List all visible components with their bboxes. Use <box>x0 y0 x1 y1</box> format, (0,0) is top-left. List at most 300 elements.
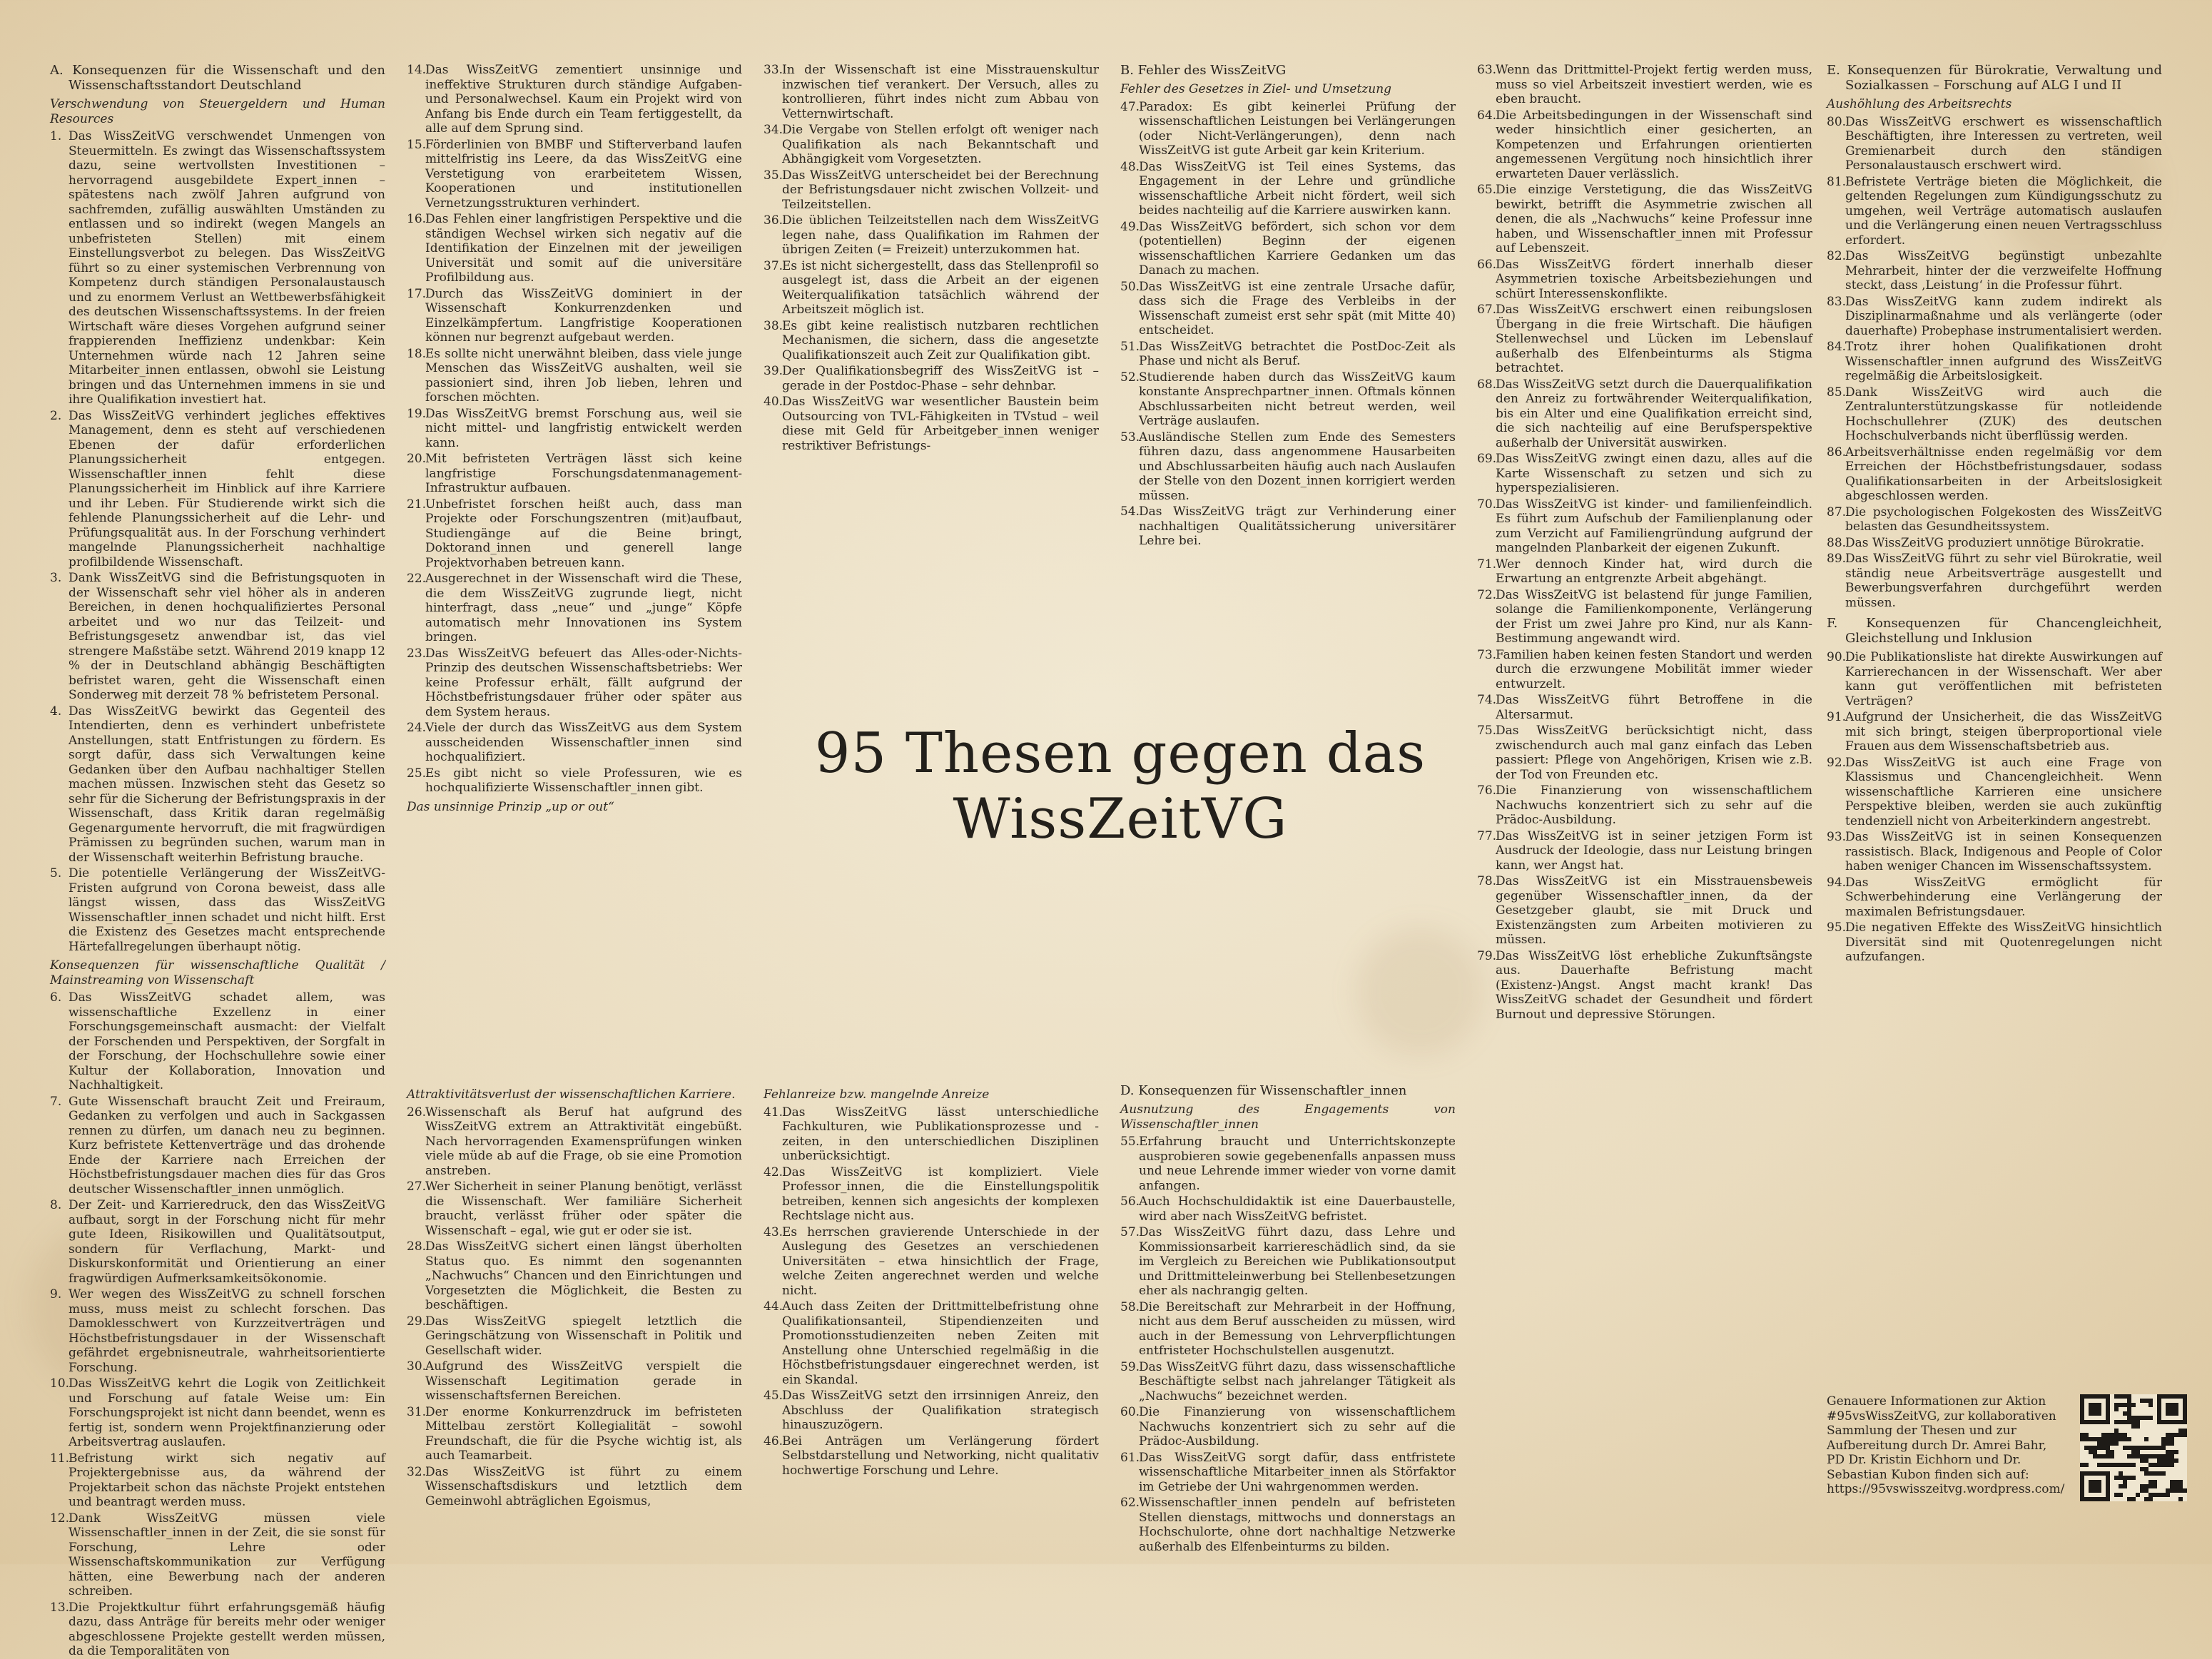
thesis-item <box>1477 258 1812 302</box>
thesis-number: 72. <box>1477 587 1497 602</box>
thesis-number: 8. <box>50 1198 62 1212</box>
thesis-number: 94. <box>1827 875 1847 890</box>
thesis-number: 88. <box>1827 535 1847 550</box>
thesis-number: 43. <box>763 1224 783 1239</box>
thesis-number: 67. <box>1477 303 1497 317</box>
thesis-text: Das WissZeitVG lässt unterschiedliche Fachkulturen, wie Publikationsprozesse und -zeiten, in den unterschiedlichen Disziplinen unberücksichtigt. <box>782 1105 1099 1163</box>
thesis-number: 73. <box>1477 647 1497 662</box>
thesis-number: 48. <box>1120 159 1140 174</box>
thesis-item <box>1477 693 1812 722</box>
thesis-number: 35. <box>763 168 783 183</box>
thesis-item <box>1827 175 2162 248</box>
thesis-number: 38. <box>763 318 783 333</box>
thesis-text: Familien haben keinen festen Standort und werden durch die erzwungene Mobilität immer wieder entwurzelt. <box>1496 647 1812 691</box>
thesis-text: Das WissZeitVG führt Betroffene in die Altersarmut. <box>1496 693 1812 722</box>
section-heading: E. Konsequenzen für Bürokratie, Verwaltung und Sozialkassen – Forschung auf ALG I und II <box>1827 63 2162 93</box>
thesis-item <box>763 259 1099 318</box>
thesis-number: 36. <box>763 213 783 228</box>
thesis-item <box>1477 183 1812 256</box>
thesis-item <box>1477 63 1812 107</box>
thesis-item <box>1120 1496 1456 1554</box>
thesis-text: Die üblichen Teilzeitstellen nach dem WissZeitVG legen nahe, dass Qualifikation im Rahmen der übrigen Zeiten (= Freizeit) unterzukommen hat. <box>782 213 1099 257</box>
thesis-item <box>407 1314 742 1359</box>
thesis-item <box>1477 949 1812 1023</box>
thesis-text: Es ist nicht sichergestellt, dass das Stellenprofil so ausgelegt ist, dass die Arbeit an der eigenen Weiterqualifikation tatsächlich während der Arbeitszeit möglich ist. <box>782 258 1099 317</box>
thesis-number: 15. <box>407 137 427 152</box>
thesis-text: Das WissZeitVG setzt den irrsinnigen Anreiz, den Abschluss der Qualifikation strategisch hinauszuzögern. <box>782 1389 1099 1432</box>
thesis-item <box>407 212 742 285</box>
thesis-item <box>1477 497 1812 556</box>
thesis-item <box>1477 108 1812 182</box>
thesis-text: Das WissZeitVG erschwert einen reibungslosen Übergang in die freie Wirtschaft. Die häufigen Stellenwechsel und Lücken im Lebenslauf außerhalb des Elfenbeinturms als Stigma betrachtet. <box>1496 303 1812 375</box>
theses-list <box>50 129 385 954</box>
section-heading: B. Fehler des WissZeitVG <box>1120 63 1287 78</box>
thesis-number: 80. <box>1827 114 1847 129</box>
thesis-item <box>407 138 742 211</box>
thesis-text: Mit befristeten Verträgen lässt sich keine langfristige Forschungsdatenmanagement-Infrastruktur aufbauen. <box>425 452 742 495</box>
thesis-text: Bei Anträgen um Verlängerung fördert Selbstdarstellung und Networking, nicht qualitativ hochwertige Forschung und Lehre. <box>782 1434 1099 1478</box>
thesis-text: Der Zeit- und Karrieredruck, den das WissZeitVG aufbaut, sorgt in der Forschung nicht für mehr gute Ideen, Risikowillen und Qualitätsoutput, sondern für Verflachung, Markt- und Diskurskonformität und Orientierung an einer fragwürdigen Aufmerksamkeitsökonomie. <box>69 1198 385 1286</box>
thesis-number: 86. <box>1827 445 1847 460</box>
thesis-number: 82. <box>1827 249 1847 263</box>
thesis-item <box>1120 1405 1456 1449</box>
thesis-text: Es gibt nicht so viele Professuren, wie es hochqualifizierte Wissenschaftler_innen gibt. <box>425 766 742 795</box>
thesis-number: 7. <box>50 1094 62 1109</box>
thesis-item <box>407 1359 742 1404</box>
thesis-number: 50. <box>1120 279 1140 294</box>
thesis-number: 66. <box>1477 257 1497 272</box>
thesis-number: 56. <box>1120 1194 1140 1209</box>
thesis-item <box>407 452 742 496</box>
thesis-text: Das WissZeitVG spiegelt letztlich die Geringschätzung von Wissenschaft in Politik und Gesellschaft wider. <box>425 1314 742 1358</box>
thesis-number: 91. <box>1827 710 1847 724</box>
theses-list <box>763 63 1099 453</box>
thesis-text: Paradox: Es gibt keinerlei Prüfung der wissenschaftlichen Leistungen bei Verlängerungen (oder Nicht-Verlängerungen), denn nach WissZeitVG ist gute Arbeit gar kein Kriterium. <box>1139 99 1456 158</box>
thesis-text: Wer wegen des WissZeitVG zu schnell forschen muss, muss meist zu schlecht forschen. Das Damoklesschwert von Kurzzeitverträgen und Höchstbefristungsdauer in der Wissenschaft gefährdet ergebnisneutrale, wahrheitsorientierte Forschung. <box>69 1287 385 1375</box>
thesis-text: Dank WissZeitVG müssen viele Wissenschaftler_innen in der Zeit, die sie sonst für Forschung, Lehre oder Wissenschaftskommunikation zur Verfügung hätten, eine Bewerbung nach der anderen schreiben. <box>69 1511 385 1598</box>
theses-list <box>763 1105 1099 1478</box>
thesis-number: 14. <box>407 63 427 77</box>
thesis-number: 20. <box>407 452 427 466</box>
thesis-text: Die potentielle Verlängerung der WissZeitVG-Fristen aufgrund von Corona beweist, dass alle längst wissen, dass das WissZeitVG Wissenschaftler_innen schadet und nicht hilft. Erst die Existenz des Gesetzes macht entsprechende Härtefallregelungen überhaupt nötig. <box>69 866 385 954</box>
thesis-number: 49. <box>1120 219 1140 234</box>
thesis-text: Das WissZeitVG ist kompliziert. Viele Professor_innen, die die Einstellungspolitik betreiben, kennen sich angesichts der komplexen Rechtslage nicht aus. <box>782 1165 1099 1223</box>
thesis-text: In der Wissenschaft ist eine Misstrauenskultur inzwischen tief verankert. Der Versuch, alles zu kontrollieren, führt indes nicht zum Abbau von Vetternwirtschaft. <box>782 63 1099 121</box>
thesis-text: Das WissZeitVG trägt zur Verhinderung einer nachhaltigen Qualitätssicherung universitärer Lehre bei. <box>1139 504 1456 548</box>
subsection-heading: Fehler des Gesetzes in Ziel- und Umsetzung <box>1120 82 1392 96</box>
thesis-item <box>763 1165 1099 1224</box>
theses-list <box>1827 115 2162 611</box>
thesis-item <box>407 287 742 345</box>
thesis-text: Das WissZeitVG befördert, sich schon vor dem (potentiellen) Beginn der eigenen wissenschaftlichen Karriere Gedanken um das Danach zu machen. <box>1139 219 1456 278</box>
thesis-number: 37. <box>763 258 783 273</box>
thesis-text: Die Publikationsliste hat direkte Auswirkungen auf Karrierechancen in der Wissenschaft. Wer aber kann gut veröffentlichen mit befristeten Verträgen? <box>1845 650 2162 709</box>
thesis-item <box>1477 588 1812 646</box>
thesis-text: Das WissZeitVG war wesentlicher Baustein beim Outsourcing von TVL-Fähigkeiten in TVstud – weil diese mit Geld für Arbeitgeber_innen weniger restriktiver Befristungs- <box>782 395 1099 453</box>
thesis-item <box>763 1299 1099 1387</box>
thesis-item <box>1827 445 2162 504</box>
thesis-number: 95. <box>1827 920 1847 935</box>
thesis-item <box>1827 249 2162 293</box>
thesis-text: Das WissZeitVG führt zu sehr viel Bürokratie, weil ständig neue Arbeitsverträge ausgestellt und Bewerbungsverfahren durchgeführt werden müssen. <box>1845 552 2162 610</box>
thesis-text: Ausländische Stellen zum Ende des Semesters führen dazu, dass angenommene Hausarbeiten und Abschlussarbeiten häufig auch nach Auslaufen der Stelle von den Dozent_innen korrigiert werden müssen. <box>1139 430 1456 503</box>
thesis-item <box>50 129 385 407</box>
thesis-number: 3. <box>50 571 62 585</box>
thesis-number: 69. <box>1477 452 1497 466</box>
thesis-item <box>407 721 742 765</box>
thesis-number: 11. <box>50 1451 70 1466</box>
thesis-item <box>1120 340 1456 369</box>
thesis-number: 24. <box>407 721 427 735</box>
thesis-number: 4. <box>50 704 62 719</box>
thesis-item <box>1120 1225 1456 1299</box>
thesis-item <box>1477 648 1812 692</box>
thesis-number: 33. <box>763 63 783 77</box>
thesis-number: 39. <box>763 364 783 378</box>
thesis-text: Wenn das Drittmittel-Projekt fertig werden muss, muss so viel Arbeitszeit investiert werden, wie es eben braucht. <box>1496 63 1812 106</box>
thesis-number: 2. <box>50 408 62 423</box>
thesis-item <box>763 395 1099 453</box>
thesis-text: Auch dass Zeiten der Drittmittelbefristung ohne Qualifikationsanteil, Stipendienzeiten und Promotionsstudienzeiten neben Zeiten mit Anstellung ohne Unterschied regelmäßig in die Höchstbefristungsdauer eingerechnet werden, ist ein Skandal. <box>782 1299 1099 1387</box>
thesis-text: Das WissZeitVG ist kinder- und familienfeindlich. Es führt zum Aufschub der Familienplanung oder zum Verzicht auf Familiengründung aufgrund der mangelnden Planbarkeit der eigenen Zukunft. <box>1496 497 1812 555</box>
thesis-item <box>50 1451 385 1510</box>
thesis-item <box>763 168 1099 213</box>
thesis-text: Das WissZeitVG ist eine zentrale Ursache dafür, dass sich die Frage des Verbleibs in der Wissenschaft zumeist erst sehr spät (mit Mitte 40) entscheidet. <box>1139 279 1456 338</box>
thesis-number: 10. <box>50 1376 70 1391</box>
thesis-text: Das WissZeitVG sichert einen längst überholten Status quo. Es nimmt den sogenannten „Nachwuchs“ Chancen und den Einrichtungen und Vorgesetzten die Möglichkeit, die Besten zu beschäftigen. <box>425 1239 742 1312</box>
thesis-number: 92. <box>1827 755 1847 770</box>
thesis-number: 52. <box>1120 370 1140 385</box>
thesis-text: Es herrschen gravierende Unterschiede in der Auslegung des Gesetzes an verschiedenen Universitäten – etwa hinsichtlich der Frage, welche Zeiten angerechnet werden und welche nicht. <box>782 1224 1099 1298</box>
thesis-item <box>50 1095 385 1197</box>
theses-list <box>1120 1135 1456 1554</box>
thesis-item <box>1477 783 1812 828</box>
thesis-text: Aufgrund des WissZeitVG verspielt die Wissenschaft Legitimation gerade in wissenschaftsfernen Bereichen. <box>425 1359 742 1403</box>
thesis-number: 19. <box>407 406 427 421</box>
thesis-item <box>1120 100 1456 158</box>
thesis-text: Das WissZeitVG betrachtet die PostDoc-Zeit als Phase und nicht als Beruf. <box>1139 339 1456 368</box>
thesis-text: Das WissZeitVG ist führt zu einem Wissenschaftsdiskurs und letztlich dem Gemeinwohl abträglichen Egoismus, <box>425 1464 742 1508</box>
thesis-item <box>1120 1135 1456 1193</box>
section-heading: F. Konsequenzen für Chancengleichheit, Gleichstellung und Inklusion <box>1827 616 2162 646</box>
thesis-item <box>1477 724 1812 782</box>
thesis-number: 26. <box>407 1105 427 1120</box>
thesis-item <box>407 1465 742 1509</box>
thesis-item <box>1477 829 1812 873</box>
thesis-item <box>407 572 742 645</box>
subsection-heading: Fehlanreize bzw. mangelnde Anreize <box>763 1087 990 1102</box>
thesis-number: 22. <box>407 572 427 586</box>
thesis-item <box>1827 756 2162 829</box>
thesis-text: Die Finanzierung von wissenschaftlichem Nachwuchs konzentriert sich zu sehr auf die Prädoc-Ausbildung. <box>1139 1405 1456 1449</box>
column-4-lower <box>1120 1083 1456 1554</box>
subsection-heading: Das unsinnige Prinzip „up or out“ <box>407 799 614 814</box>
thesis-text: Der enorme Konkurrenzdruck im befristeten Mittelbau zerstört Kollegialität – sowohl Freundschaft, die für die Psyche wichtig ist, als auch Teamarbeit. <box>425 1404 742 1463</box>
thesis-item <box>1827 340 2162 384</box>
thesis-number: 53. <box>1120 430 1140 445</box>
thesis-number: 85. <box>1827 385 1847 400</box>
thesis-item <box>763 1434 1099 1478</box>
thesis-text: Die Finanzierung von wissenschaftlichem Nachwuchs konzentriert sich zu sehr auf die Prädoc-Ausbildung. <box>1496 783 1812 827</box>
thesis-text: Das WissZeitVG unterscheidet bei der Berechnung der Befristungsdauer nicht zwischen Vollzeit- und Teilzeitstellen. <box>782 168 1099 212</box>
thesis-text: Das WissZeitVG begünstigt unbezahlte Mehrarbeit, hinter der die verzweifelte Hoffnung steckt, dass ‚Leistung‘ in die Professur führt. <box>1845 249 2162 293</box>
thesis-item <box>407 1179 742 1238</box>
thesis-text: Das WissZeitVG ist in seinen Konsequenzen rassistisch. Black, Indigenous and People of Color haben weniger Chancen im Wissenschaftssystem. <box>1845 830 2162 873</box>
thesis-number: 59. <box>1120 1359 1140 1374</box>
column-6 <box>1827 63 2162 1326</box>
thesis-item <box>50 409 385 570</box>
thesis-number: 18. <box>407 346 427 361</box>
thesis-number: 13. <box>50 1600 70 1615</box>
thesis-number: 74. <box>1477 693 1497 707</box>
thesis-text: Das WissZeitVG bewirkt das Gegenteil des Intendierten, denn es verhindert unbefristete Anstellungen, statt Entfristungen zu fördern. Es sorgt dafür, dass sich Verwaltungen keine Gedanken über den Aufbau nachhaltiger Stellen machen müssen. Inzwischen steht das Gesetz so sehr für die Sicherung der Befristungspraxis in der Wissenschaft, dass Kritik daran regelmäßig Gegenargumente hervorruft, die mit fragwürdigen Prämissen zu begründen suchen, warum man in der Wissenschaft weiterhin Befristung brauche. <box>69 704 385 865</box>
thesis-number: 40. <box>763 395 783 409</box>
thesis-number: 9. <box>50 1287 62 1302</box>
thesis-number: 12. <box>50 1511 70 1526</box>
thesis-text: Es sollte nicht unerwähnt bleiben, dass viele junge Menschen das WissZeitVG aushalten, weil sie passioniert sind, ihren Job lieben, lehren und forschen möchten. <box>425 346 742 405</box>
thesis-item <box>1827 710 2162 754</box>
thesis-text: Das WissZeitVG ist belastend für junge Familien, solange die Familienkomponente, Verlängerung der Frist um zwei Jahre pro Kind, nur als Kann-Bestimmung angewandt wird. <box>1496 587 1812 646</box>
thesis-item <box>50 866 385 954</box>
thesis-item <box>407 497 742 571</box>
thesis-item <box>763 213 1099 258</box>
thesis-text: Die Bereitschaft zur Mehrarbeit in der Hoffnung, nicht aus dem Beruf ausscheiden zu müssen, wird auch in der Bemessung von Lehrverpflichtungen entfristeter Hochschulstellen ausgenutzt. <box>1139 1299 1456 1358</box>
thesis-item <box>763 63 1099 121</box>
column-2-lower <box>407 1083 742 1547</box>
thesis-text: Ausgerechnet in der Wissenschaft wird die These, die dem WissZeitVG zugrunde liegt, nicht hinterfragt, dass „neue“ und „junge“ Köpfe automatisch mehr Innovationen ins System bringen. <box>425 572 742 644</box>
thesis-number: 44. <box>763 1299 783 1314</box>
column-3-lower <box>763 1083 1099 1547</box>
thesis-text: Das WissZeitVG verschwendet Unmengen von Steuermitteln. Es zwingt das Wissenschaftssystem dazu, seine wertvollsten Investitionen – hervorragend ausgebildete Expert_innen – spätestens nach zwölf Jahren aufgrund von sachfremden, zufällig auswählten Umständen zu entlassen und so indirekt (wegen Mangels an unbefristeten Stellen) mit einem Einstellungsverbot zu belegen. Das WissZeitVG führt so zu einer systemischen Verbrennung von Kompetenz durch ständigen Personalaustausch und zu enormem Verlust an Wettbewerbsfähigkeit des deutschen Wissenschaftssystems. In der freien Wirtschaft wäre dieses Vorgehen aufgrund seiner frappierenden Ineffizienz undenkbar: Kein Unternehmen würde nach 12 Jahren seine Mitarbeiter_innen entlassen, obwohl sie Leistung bringen und das Unternehmen immens in sie und ihre Qualifikation investiert hat. <box>69 129 385 407</box>
column-3 <box>763 63 1099 726</box>
thesis-item <box>1120 1194 1456 1224</box>
thesis-item <box>1477 874 1812 948</box>
thesis-item <box>1827 876 2162 920</box>
thesis-item <box>1827 650 2162 709</box>
thesis-text: Das Fehlen einer langfristigen Perspektive und die ständigen Wechsel wirken sich negativ auf die Identifikation der Einzelnen mit der jeweiligen Universität und somit auf die universitäre Profilbildung aus. <box>425 212 742 285</box>
thesis-number: 5. <box>50 866 62 881</box>
thesis-number: 28. <box>407 1239 427 1254</box>
thesis-text: Wissenschaftler_innen pendeln auf befristeten Stellen dienstags, mittwochs und donnerstags an Hochschulorte, ohne dort nachhaltige Netzwerke außerhalb des Elfenbeinturms zu bilden. <box>1139 1496 1456 1554</box>
thesis-item <box>763 1225 1099 1299</box>
thesis-item <box>50 1376 385 1450</box>
thesis-text: Trotz ihrer hohen Qualifikationen droht Wissenschaftler_innen aufgrund des WissZeitVG regelmäßig die Arbeitslosigkeit. <box>1845 340 2162 383</box>
thesis-item <box>1827 385 2162 444</box>
thesis-number: 71. <box>1477 557 1497 572</box>
thesis-number: 70. <box>1477 497 1497 512</box>
thesis-number: 51. <box>1120 339 1140 354</box>
section-heading: D. Konsequenzen für Wissenschaftler_innen <box>1120 1083 1407 1098</box>
thesis-text: Befristete Verträge bieten die Möglichkeit, die geltenden Regelungen zum Kündigungsschutz zu umgehen, weil Verträge automatisch auslaufen und die Verlängerung einen neuen Vertragsschluss erfordert. <box>1845 174 2162 248</box>
thesis-number: 81. <box>1827 174 1847 189</box>
thesis-number: 41. <box>763 1105 783 1120</box>
thesis-item <box>1827 830 2162 874</box>
thesis-item <box>407 63 742 136</box>
thesis-item <box>1120 1360 1456 1404</box>
theses-list <box>1827 650 2162 965</box>
thesis-number: 77. <box>1477 828 1497 843</box>
thesis-text: Die Projektkultur führt erfahrungsgemäß häufig dazu, dass Anträge für bereits mehr oder weniger abgeschlossene Projekte gestellt werden müssen, da die Temporalitäten von <box>69 1600 385 1658</box>
thesis-item <box>1120 280 1456 338</box>
thesis-text: Studierende haben durch das WissZeitVG kaum konstante Ansprechpartner_innen. Oftmals können Abschlussarbeiten nicht betreut werden, weil Verträge auslaufen. <box>1139 370 1456 428</box>
thesis-number: 32. <box>407 1464 427 1479</box>
thesis-item <box>407 347 742 405</box>
thesis-text: Die Vergabe von Stellen erfolgt oft weniger nach Qualifikation als nach Bekanntschaft und Abhängigkeit vom Vorgesetzten. <box>782 123 1099 166</box>
qr-code[interactable] <box>2080 1394 2187 1501</box>
thesis-text: Das WissZeitVG befeuert das Alles-oder-Nichts-Prinzip des deutschen Wissenschaftsbetriebs: Wer keine Professur erhält, fällt aufgrund der Höchstbefristungsdauer früher oder später aus dem System heraus. <box>425 646 742 719</box>
column-4 <box>1120 63 1456 726</box>
footer-info: Genauere Informationen zur Aktion #95vsWissZeitVG, zur kollaborativen Sammlung der Thesen und zur Aufbereitung durch Dr. Amrei Bahr, PD Dr. Kristin Eichhorn und Dr. Sebastian Kubon finden sich auf: https://95vswisszeitvg.wordpress.com/ <box>1827 1394 2065 1496</box>
thesis-item <box>50 1511 385 1599</box>
thesis-text: Das WissZeitVG setzt durch die Dauerqualifikation den Anreiz zu fortwährender Weiterqualifikation, bis ein Alter und eine Qualifikation erreicht sind, die sich nachteilig auf eine Berufsperspektive außerhalb der Universität auswirken. <box>1496 377 1812 450</box>
thesis-text: Förderlinien von BMBF und Stifterverband laufen mittelfristig ins Leere, da das WissZeitVG eine Verstetigung von erarbeitetem Wissen, Kooperationen und institutionellen Vernetzungsstrukturen verhindert. <box>425 137 742 210</box>
thesis-number: 30. <box>407 1359 427 1374</box>
thesis-item <box>50 571 385 703</box>
thesis-number: 89. <box>1827 552 1847 566</box>
thesis-number: 55. <box>1120 1135 1140 1149</box>
thesis-item <box>407 1239 742 1313</box>
thesis-item <box>1477 452 1812 496</box>
thesis-item <box>50 1198 385 1286</box>
thesis-number: 65. <box>1477 183 1497 197</box>
theses-list <box>50 990 385 1659</box>
thesis-item <box>763 364 1099 393</box>
thesis-item <box>763 319 1099 363</box>
thesis-number: 42. <box>763 1165 783 1179</box>
thesis-number: 84. <box>1827 340 1847 354</box>
thesis-item <box>1827 920 2162 965</box>
thesis-item <box>1120 370 1456 429</box>
column-1 <box>50 63 385 1658</box>
thesis-number: 34. <box>763 123 783 137</box>
thesis-number: 25. <box>407 766 427 781</box>
thesis-item <box>1477 377 1812 451</box>
thesis-item <box>1827 536 2162 551</box>
thesis-text: Das WissZeitVG löst erhebliche Zukunftsängste aus. Dauerhafte Befristung macht (Existenz-)Angst. Angst macht krank! Das WissZeitVG schadet der Gesundheit und fördert Burnout und depressive Störungen. <box>1496 948 1812 1022</box>
theses-list <box>1120 100 1456 549</box>
poster-title <box>813 721 1427 852</box>
thesis-item <box>1827 505 2162 534</box>
thesis-text: Der Qualifikationsbegriff des WissZeitVG ist – gerade in der Postdoc-Phase – sehr dehnbar. <box>782 364 1099 393</box>
thesis-text: Das WissZeitVG fördert innerhalb dieser Asymmetrien toxische Arbeitsbeziehungen und schürt Interessenskonflikte. <box>1496 257 1812 301</box>
thesis-number: 62. <box>1120 1496 1140 1510</box>
thesis-number: 87. <box>1827 504 1847 519</box>
subsection-heading: Aushöhlung des Arbeitsrechts <box>1827 97 2012 111</box>
thesis-number: 90. <box>1827 650 1847 664</box>
thesis-item <box>407 1405 742 1463</box>
thesis-item <box>1120 430 1456 504</box>
thesis-text: Wer Sicherheit in seiner Planung benötigt, verlässt die Wissenschaft. Wer familiäre Sicherheit braucht, verlässt früher oder später die Wissenschaft – egal, wie gut er oder sie ist. <box>425 1179 742 1238</box>
thesis-item <box>1477 557 1812 587</box>
thesis-text: Das WissZeitVG verhindert jegliches effektives Management, denn es steht auf verschiedenen Ebenen der dafür erforderlichen Planungssicherheit entgegen. Wissenschaftler_innen fehlt diese Planungssicherheit im Hinblick auf ihre Karriere und ihr Leben. Für Studierende wirkt sich die fehlende Planungssicherheit auf die Lehr- und Prüfungsqualität aus. In der Forschung verhindert mangelnde Planungssicherheit nachhaltige profilbildende Wissenschaft. <box>69 408 385 569</box>
thesis-text: Das WissZeitVG erschwert es wissenschaftlich Beschäftigten, ihre Interessen zu vertreten, weil Gremienarbeit durch den ständigen Personalaustausch erschwert wird. <box>1845 114 2162 173</box>
subsection-heading: Ausnutzung des Engagements von Wissenschaftler_innen <box>1120 1102 1456 1132</box>
thesis-number: 63. <box>1477 63 1497 77</box>
thesis-text: Das WissZeitVG kann zudem indirekt als Disziplinarmaßnahme und als verlängerte (oder dauerhafte) Probephase instrumentalisiert werden. <box>1845 294 2162 338</box>
thesis-number: 64. <box>1477 108 1497 123</box>
thesis-text: Gute Wissenschaft braucht Zeit und Freiraum, Gedanken zu verfolgen und auch in Sackgassen rennen zu dürfen, um danach neu zu beginnen. Kurz befristete Kettenverträge und das drohende Ende der Karriere nach Erreichen der Höchstbefristungsdauer machen dies für das Gros deutscher Wissenschaftler_innen unmöglich. <box>69 1094 385 1197</box>
column-5 <box>1477 63 1812 1533</box>
thesis-text: Arbeitsverhältnisse enden regelmäßig vor dem Erreichen der Höchstbefristungsdauer, sodass Qualifikationsarbeiten in der Arbeitslosigkeit abgeschlossen werden. <box>1845 445 2162 503</box>
thesis-number: 58. <box>1120 1299 1140 1314</box>
thesis-number: 78. <box>1477 874 1497 888</box>
theses-list <box>1477 63 1812 1022</box>
thesis-number: 75. <box>1477 724 1497 738</box>
thesis-item <box>50 704 385 866</box>
theses-list <box>407 63 742 796</box>
thesis-number: 6. <box>50 990 62 1005</box>
thesis-item <box>407 766 742 796</box>
thesis-item <box>50 1600 385 1659</box>
thesis-item <box>1477 303 1812 376</box>
thesis-number: 47. <box>1120 99 1140 114</box>
thesis-number: 57. <box>1120 1225 1140 1239</box>
thesis-number: 60. <box>1120 1405 1140 1419</box>
thesis-text: Die psychologischen Folgekosten des WissZeitVG belasten das Gesundheitssystem. <box>1845 504 2162 534</box>
thesis-number: 27. <box>407 1179 427 1194</box>
thesis-item <box>407 646 742 720</box>
thesis-text: Das WissZeitVG sorgt dafür, dass entfristete wissenschaftliche Mitarbeiter_innen als Störfaktor im Getriebe der Uni wahrgenommen werden. <box>1139 1450 1456 1494</box>
thesis-text: Die einzige Verstetigung, die das WissZeitVG bewirkt, betrifft die Asymmetrie zwischen all denen, die als „Nachwuchs“ keine Professur inne haben, und Wissenschaftler_innen mit Professur auf Lebenszeit. <box>1496 183 1812 255</box>
thesis-text: Das WissZeitVG kehrt die Logik von Zeitlichkeit und Forschung auf fatale Weise um: Ein Forschungsprojekt ist nicht dann beendet, wenn es fertig ist, sondern wenn Projektfinanzierung oder Arbeitsvertrag auslaufen. <box>69 1376 385 1449</box>
thesis-number: 16. <box>407 212 427 226</box>
thesis-number: 29. <box>407 1314 427 1329</box>
column-2 <box>407 63 742 814</box>
subsection-heading: Konsequenzen für wissenschaftliche Qualität / Mainstreaming von Wissenschaft <box>50 958 385 988</box>
title-line-1: 95 Thesen gegen das <box>814 721 1426 786</box>
thesis-text: Das WissZeitVG ist Teil eines Systems, das Engagement in der Lehre und gründliche wissenschaftliche Arbeit nicht fördert, weil sich beides nachteilig auf die Karriere auswirken kann. <box>1139 159 1456 218</box>
thesis-text: Auch Hochschuldidaktik ist eine Dauerbaustelle, wird aber nach WissZeitVG befristet. <box>1139 1194 1456 1224</box>
thesis-text: Das WissZeitVG bremst Forschung aus, weil sie nicht mittel- und langfristig entwickelt werden kann. <box>425 406 742 450</box>
thesis-item <box>1120 160 1456 218</box>
thesis-number: 31. <box>407 1404 427 1419</box>
thesis-text: Die Arbeitsbedingungen in der Wissenschaft sind weder hinsichtlich einer gesicherten, an Kompetenzen und Erfahrungen orientierten angemessenen Vergütung noch hinsichtlich ihrer erwarteten Dauer verlässlich. <box>1496 108 1812 181</box>
thesis-text: Unbefristet forschen heißt auch, dass man Projekte oder Forschungszentren (mit)aufbaut, Studiengänge auf die Beine bringt, Doktorand_innen und generell lange Projektvorhaben betreuen kann. <box>425 497 742 570</box>
thesis-number: 21. <box>407 497 427 512</box>
thesis-text: Viele der durch das WissZeitVG aus dem System ausscheidenden Wissenschaftler_innen sind hochqualifiziert. <box>425 721 742 764</box>
thesis-text: Die negativen Effekte des WissZeitVG hinsichtlich Diversität sind mit Quotenregelungen nicht aufzufangen. <box>1845 920 2162 964</box>
section-heading: A. Konsequenzen für die Wissenschaft und den Wissenschaftsstandort Deutschland <box>50 63 385 93</box>
thesis-text: Aufgrund der Unsicherheit, die das WissZeitVG mit sich bringt, steigen überproportional viele Frauen aus dem Wissenschaftsbetrieb aus. <box>1845 710 2162 754</box>
thesis-item <box>1827 552 2162 610</box>
thesis-text: Das WissZeitVG führt dazu, dass wissenschaftliche Beschäftigte selbst nach jahrelanger Tätigkeit als „Nachwuchs“ bezeichnet werden. <box>1139 1359 1456 1404</box>
thesis-item <box>1120 1451 1456 1495</box>
thesis-text: Das WissZeitVG ist in seiner jetzigen Form ist Ausdruck der Ideologie, dass nur Leistung bringen kann, wer Angst hat. <box>1496 828 1812 873</box>
thesis-item <box>1827 115 2162 173</box>
thesis-item <box>50 1287 385 1375</box>
thesis-text: Dank WissZeitVG sind die Befristungsquoten in der Wissenschaft sehr viel höher als in anderen Bereichen, in denen hochqualifiziertes Personal arbeitet und wo nur das Teilzeit- und Befristungsgesetz anwendbar ist, das viel strengere Maßstäbe setzt. Während 2019 knapp 12 % der in Deutschland abhängig Beschäftigten befristet waren, geht die Wissenschaft einen Sonderweg mit derzeit 78 % befristetem Personal. <box>69 571 385 702</box>
thesis-text: Erfahrung braucht und Unterrichtskonzepte ausprobieren sowie gegebenenfalls anpassen muss und neue Lehrende immer wieder von vorne damit anfangen. <box>1139 1135 1456 1193</box>
thesis-item <box>1827 295 2162 339</box>
thesis-item <box>50 990 385 1093</box>
theses-list <box>407 1105 742 1509</box>
thesis-number: 79. <box>1477 948 1497 963</box>
thesis-text: Das WissZeitVG berücksichtigt nicht, dass zwischendurch auch mal ganz einfach das Leben passiert: Pflege von Angehörigen, Krisen wie z.B. der Tod von Freunden etc. <box>1496 724 1812 782</box>
thesis-item <box>763 1389 1099 1433</box>
subsection-heading: Verschwendung von Steuergeldern und Human Resources <box>50 97 385 126</box>
thesis-number: 93. <box>1827 830 1847 844</box>
thesis-item <box>763 1105 1099 1164</box>
thesis-text: Das WissZeitVG schadet allem, was wissenschaftliche Exzellenz in einer Forschungsgemeinschaft ausmacht: der Vielfalt der Forschenden und Perspektiven, der Sorgfalt in der Forschung, der Hochschullehre sowie einer Kultur der Kollaboration, Innovation und Nachhaltigkeit. <box>69 990 385 1092</box>
thesis-item <box>1120 1300 1456 1359</box>
thesis-text: Durch das WissZeitVG dominiert in der Wissenschaft Konkurrenzdenken und Einzelkämpfertum. Langfristige Kooperationen können nur begrenzt aufgebaut werden. <box>425 286 742 345</box>
thesis-number: 61. <box>1120 1450 1140 1465</box>
thesis-number: 45. <box>763 1389 783 1403</box>
thesis-text: Das WissZeitVG ermöglicht für Schwerbehinderung eine Verlängerung der maximalen Befristungsdauer. <box>1845 875 2162 919</box>
thesis-number: 1. <box>50 129 62 143</box>
thesis-text: Es gibt keine realistisch nutzbaren rechtlichen Mechanismen, die sichern, dass die angesetzte Qualifikationszeit auch Zeit zur Qualifikation gibt. <box>782 318 1099 362</box>
thesis-number: 68. <box>1477 377 1497 392</box>
